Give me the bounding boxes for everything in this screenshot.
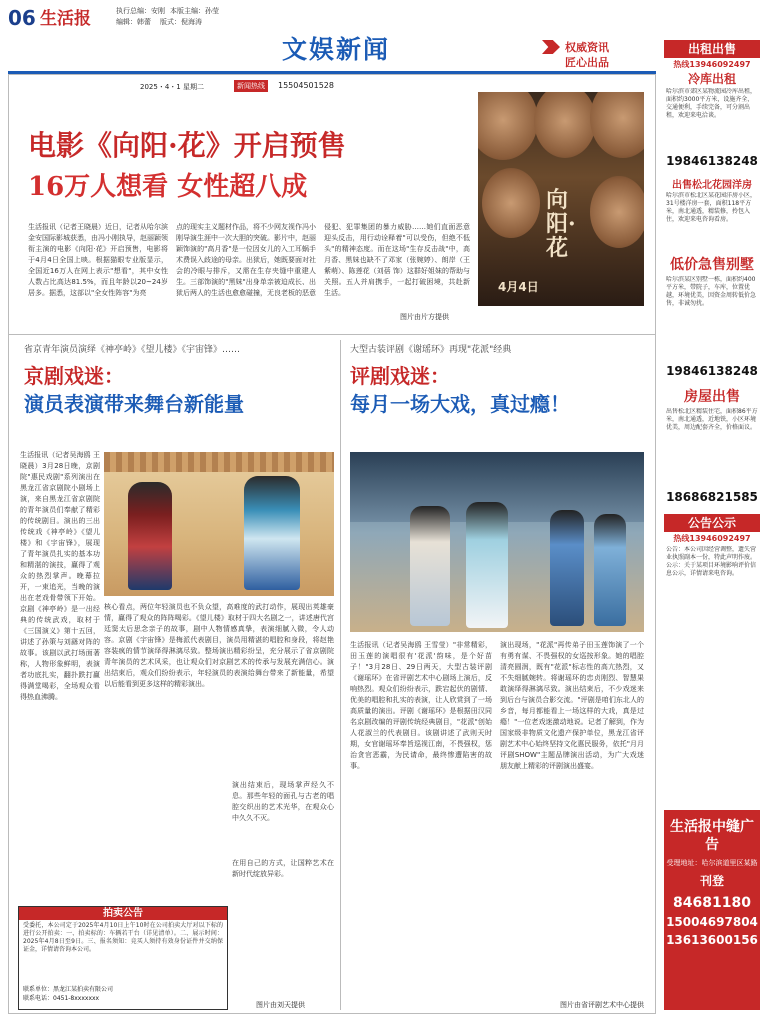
rent-title: 出租出售 [664,40,760,58]
divider [8,334,656,335]
ad-label: 刊登 [699,874,724,888]
poster-title: 向阳·花 [546,187,576,261]
article1-col1: 生活报讯（记者王晓晨）近日，记者从哈尔滨金安国际影城获悉，由冯小刚执导，赵丽颖领衔主演的电影《向阳·花》开启预售，电影将于4月4日全国上映。根据猫眼专业版显示，全国近16万人在网上表示"想看"，其中女性人数占比高达81.5%，而且年龄以20~24岁居多。据悉，这部以"全女性阵容"为亮 [28,223,168,297]
page-editor: 本版主编：孙莹 [170,7,219,15]
article2-photo-credit: 图片由刘天提供 [256,1001,305,1009]
performer-figure [594,514,626,626]
villa-text: 哈尔滨某区别墅一栋，面积约400平方米，带院子，车库，位置优越，环境优美，因资金周转低价急售，非诚勿扰。 [666,276,757,307]
ad-phone-1: 84681180 [673,895,751,911]
article2-kicker: 省京青年演员演绎《神亭岭》《望儿楼》《宇宙锋》…… [24,345,241,355]
editor: 编辑：韩蕾 [116,18,151,26]
article1-subheadline: 16万人想看 女性超八成 [28,172,308,202]
article3-photo-credit: 图片由省评剧艺术中心提供 [560,1001,644,1009]
article2-col1: 生活报讯（记者吴海鸥 王晓晨）3月28日晚，京剧院"惠民戏剧"系列演出在黑龙江省京剧院小剧场上演，来自黑龙江省京剧院的青年演员们奉献了精彩的传统剧目。演出的三出传统戏《神亭岭》《望儿楼》和《宇宙锋》，展现了青年演员扎实的基本功和精湛的演技，赢得了观众的热烈掌声。晚幕拉开，一束追光，当晚的演出在老戏骨带领下开始。京剧《神亭岭》是一出经典的传统武戏，取材于《三国演义》第十五回，讲述了孙策与刘繇对阵的故事。该剧以武打场面著称，人物形象鲜明，表演者功底扎实，翻扑跌打赢得满堂喝彩，全场观众看得热血沸腾。 [20,451,100,701]
housing-text: 出售松北区精装住宅，面积86平方米，南北通透，近地铁，小区环境优美，周边配套齐全，价格面议。 [666,408,758,431]
slogan [565,40,609,70]
article3-col2: 演出现场，"花派"再传弟子田玉莲饰演了一个有勇有谋、不畏强权的女巡按形象。她的唱腔清亮圆润，既有"花派"标志性的高亢热烈，又不失细腻婉转。将谢瑶环的忠贞刚烈、智慧果敢演绎得淋漓尽致。演出结束后，不少戏迷来到后台与演员合影交流。"评剧是咱们东北人的乡音，每月都能看上一场这样的大戏，真是过瘾！"一位老戏迷激动地说。记者了解到，作为国家级非物质文化遗产保护单位，黑龙江省评剧艺术中心始终坚持文化惠民服务，依托"月月评剧SHOW"主题品牌演出活动，为广大戏迷朋友献上精彩的评剧演出盛宴。 [500,641,644,770]
notice-title: 公告公示 [664,514,760,532]
rent-hotline: 热线13946092497 [673,60,751,69]
notice-text: 公告：本公司因经营调整，遗失营业执照副本一份，特此声明作废。公示：关于某项目环境影响评价信息公示，详情请来电咨询。 [666,546,757,577]
poster-face [590,92,644,158]
arrow-icon [542,40,560,54]
hotline-number: 15504501528 [278,81,334,90]
poster-face [590,176,644,248]
article1-headline: 电影《向阳·花》开启预售 [28,129,346,162]
poster-face [482,168,540,238]
paper-name: 生活报 [40,9,91,29]
rent-text: 哈尔滨市郊区某物流园冷库出租，面积约3000平方米，设施齐全，交通便利，手续完备，可分割出租，欢迎来电洽谈。 [666,88,757,119]
classified-ad-box [664,810,760,1010]
hotline-label: 新闻热线 [234,80,268,92]
performer-figure [466,502,508,628]
ad-phone-2: 15004697804 [666,915,758,929]
performer-figure [410,506,450,626]
issue-date: 2025・4・1 星期二 [140,83,204,91]
movie-poster [478,92,644,306]
notice-hotline: 热线13946092497 [673,534,751,543]
rent-phone: 19846138248 [666,154,758,168]
article3-subheadline: 每月一场大戏，真过瘾！ [350,392,570,416]
divider [340,340,341,1010]
poster-face [478,92,538,160]
housing-phone: 18686821585 [666,490,758,504]
section-title: 文娱新闻 [282,35,391,64]
article2-headline: 京剧戏迷： [24,364,124,388]
article2-col3: 演出结束后，现场掌声经久不息。那些年轻的面孔与古老的唱腔交织出的艺术光华，在观众心中久久不灭。 [232,781,334,822]
house-text: 哈尔滨市松北区某花园洋房小区，31号楼洋房一套，面积118平方米，南北通透，精装修，拎包入住，欢迎来电咨询看房。 [666,192,757,223]
article3-col1: 生活报讯（记者吴海鸥 王雪莹）"非常精彩，田玉莲的演唱很有'花派'韵味，是个好苗子！"3月28日、29日两天，大型古装评剧《谢瑶环》在省评剧艺术中心剧场上演后，反响热烈。观众们纷纷表示，跌宕起伏的剧情、优美的唱腔和扎实的表演，让人欣赏到了一场高质量的演出。评剧《谢瑶环》是根据田汉同名京剧改编的评剧传统经典剧目，"花派"创始人花淑兰的代表剧目。该剧讲述了武则天时期，女官谢瑶环奉旨巡视江南，不畏强权，惩治贪官恶霸，为民请命，最终惨遭陷害的故事。 [350,641,492,770]
performer-figure [128,482,172,590]
opera-photo-1 [104,452,334,596]
exec-editor: 执行总编：安刚 [116,7,165,15]
poster-face [534,92,596,158]
page-number: 06 [8,6,36,30]
house-title: 出售松北花园洋房 [672,180,752,191]
rent-subtitle: 冷库出租 [687,72,736,86]
villa-title: 低价急售别墅 [670,257,754,273]
article2-col4: 在用自己的方式，让国粹艺术在新时代绽放异彩。 [232,859,334,878]
auction-phone: 联系电话：0451-8xxxxxxx [23,995,100,1002]
performer-figure [244,476,300,590]
article1-col3: 侵犯、犯罪集团的暴力威胁……她们直面恶意迎头反击，用行动诠释着"可以受伤，但绝不低头"的精神态度。而在这场"生存反击战"中，高月香、黑妹也缺不了邓家（张婉婷）、朗岸（王紫萌）、陈莲花（刘蓓 饰）这群好姐妹的帮助与关照。五人并肩携手，一起打破困境，共赴新生活。 [324,223,470,297]
article1-col2: 点的现实主义题材作品，将不少网友视作冯小刚导演生涯中一次大胆的突破。影片中，赵丽颖饰演的"高月香"是一位因女儿的入工耳蜗手术费误入歧途的母亲。出狱后，她既要面对社会的冷眼与排斥，又需在生存夹缝中重建人生。三部饰演的"黑妹"出身单亲被迫成长、出狱后两人的生活也愈愈碰撞，无良老板的恶意 [176,223,316,297]
slogan-line-1: 权威资讯 [565,41,609,54]
auction-notice [18,906,228,1010]
villa-phone: 19846138248 [666,364,758,378]
ad-subtitle: 受理地址：哈尔滨道里区某路 [666,859,758,867]
article3-headline: 评剧戏迷： [350,364,450,388]
slogan-line-2: 匠心出品 [565,56,609,69]
stage-backdrop [104,452,334,472]
ad-phone-3: 13613600156 [666,933,758,947]
article1-photo-credit: 图片由片方提供 [400,313,449,321]
article2-col2: 核心看点，两位年轻演员也不负众望，高难度的武打动作，展现出英雄豪情，赢得了观众的阵阵喝彩。《望儿楼》取材于四大名剧之一，讲述唐代宫廷窦太后思念亲子的故事，剧中人物情感真挚，表演细腻入微，令人动容。京剧《宇宙锋》是梅派代表剧目，演员用精湛的唱腔和身段，将赵艳容装疯的情节演绎得淋漓尽致。整场演出精彩纷呈，充分展示了省京剧院青年演员的艺术风采，也让观众们对京剧艺术的传承与发展充满信心。演出结束后，观众们纷纷表示，年轻演员的表演给舞台带来了新能量，希望以后能看到更多这样的精彩演出。 [104,603,334,688]
article2-subheadline: 演员表演带来舞台新能量 [24,392,244,416]
ad-title: 生活报中缝广告 [670,819,754,853]
poster-date: 4月4日 [498,280,539,294]
proofreader: 版式：倪海涛 [160,18,202,26]
auction-title: 拍卖公告 [19,907,227,920]
housing-title: 房屋出售 [684,389,740,405]
opera-photo-2 [350,452,644,632]
performer-figure [550,510,584,626]
auction-body: 受委托，本公司定于2025年4月10日上午10时在公司拍卖大厅对以下标的进行公开拍卖：一、拍卖标的：车辆若干台（详见清单）。二、展示时间：2025年4月8日至9日。三、报名须知：竞买人须持有效身份证件并交纳保证金，详情请咨询本公司。 [23,922,223,953]
auction-company: 联系单位：黑龙江某拍卖有限公司 [23,986,114,993]
article3-kicker: 大型古装评剧《谢瑶环》再现"花派"经典 [350,345,512,355]
